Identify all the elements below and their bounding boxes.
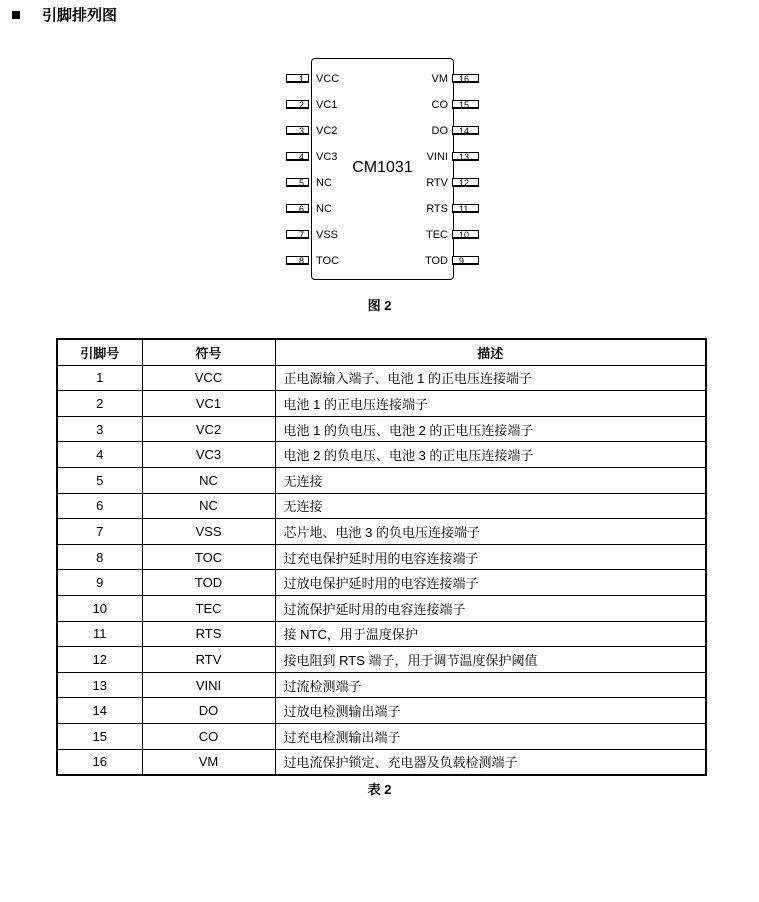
pin-label: TEC (426, 229, 448, 241)
pin-number: 3 (286, 126, 309, 135)
description-cell: 正电源输入端子、电池 1 的正电压连接端子 (275, 365, 706, 391)
symbol-cell: RTV (142, 647, 275, 673)
description-cell: 电池 1 的负电压、电池 2 的正电压连接端子 (275, 416, 706, 442)
pin-number-cell: 7 (57, 519, 142, 545)
pin-label: VSS (316, 229, 339, 241)
section-heading (12, 4, 117, 25)
pin-label: RTS (426, 203, 448, 215)
description-cell: 电池 1 的正电压连接端子 (275, 391, 706, 417)
table-row (57, 723, 706, 749)
table-caption: 表 2 (367, 782, 392, 797)
header-description: 描述 (275, 339, 706, 365)
pin-number: 7 (286, 230, 309, 239)
table-row (57, 544, 706, 570)
pin-label: DO (431, 125, 448, 137)
pin-number-cell: 14 (57, 698, 142, 724)
table-row (57, 442, 706, 468)
chip-name: CM1031 (352, 159, 413, 176)
pin-number: 15 (452, 100, 479, 109)
pin-number: 11 (452, 204, 479, 213)
symbol-cell: TOD (142, 570, 275, 596)
description-cell: 过充电保护延时用的电容连接端子 (275, 544, 706, 570)
pin-label: TOD (424, 255, 448, 267)
description-cell: 过充电检测输出端子 (275, 723, 706, 749)
table-row (57, 519, 706, 545)
pin-number: 16 (452, 74, 479, 83)
pin-number: 2 (286, 100, 309, 109)
description-cell: 过流保护延时用的电容连接端子 (275, 595, 706, 621)
pin-number: 14 (452, 126, 479, 135)
pin-number: 12 (452, 178, 479, 187)
symbol-cell: VCC (142, 365, 275, 391)
pin-number-cell: 5 (57, 467, 142, 493)
symbol-cell: VC1 (142, 391, 275, 417)
pin-number-cell: 11 (57, 621, 142, 647)
pin-label: VINI (426, 151, 448, 163)
description-cell: 无连接 (275, 467, 706, 493)
pin-label: NC (316, 203, 332, 215)
description-cell: 过流检测端子 (275, 672, 706, 698)
pin-number-cell: 6 (57, 493, 142, 519)
table-row (57, 595, 706, 621)
pin-number: 8 (286, 256, 309, 265)
pin-label: TOC (316, 255, 340, 267)
table-header-row (57, 339, 706, 365)
symbol-cell: RTS (142, 621, 275, 647)
pin-number: 13 (452, 152, 479, 161)
pin-number: 9 (452, 256, 479, 265)
description-cell: 电池 2 的负电压、电池 3 的正电压连接端子 (275, 442, 706, 468)
table-row (57, 698, 706, 724)
description-cell: 过电流保护锁定、充电器及负载检测端子 (275, 749, 706, 775)
square-bullet-icon (12, 11, 20, 19)
pin-number-cell: 12 (57, 647, 142, 673)
table-row (57, 621, 706, 647)
pin-number: 1 (286, 74, 309, 83)
pin-label: NC (316, 177, 332, 189)
pin-number-cell: 1 (57, 365, 142, 391)
symbol-cell: NC (142, 467, 275, 493)
pin-number: 10 (452, 230, 479, 239)
table-row (57, 493, 706, 519)
symbol-cell: VINI (142, 672, 275, 698)
description-cell: 过放电保护延时用的电容连接端子 (275, 570, 706, 596)
chip-body (311, 58, 454, 280)
symbol-cell: TOC (142, 544, 275, 570)
header-pin-number: 引脚号 (57, 339, 142, 365)
table-row (57, 647, 706, 673)
pin-number-cell: 16 (57, 749, 142, 775)
pin-number: 6 (286, 204, 309, 213)
symbol-cell: VC2 (142, 416, 275, 442)
symbol-cell: TEC (142, 595, 275, 621)
pin-number: 5 (286, 178, 309, 187)
table-row (57, 365, 706, 391)
symbol-cell: NC (142, 493, 275, 519)
symbol-cell: VSS (142, 519, 275, 545)
table-row (57, 749, 706, 775)
table-row (57, 416, 706, 442)
pin-number-cell: 10 (57, 595, 142, 621)
pin-number-cell: 2 (57, 391, 142, 417)
description-cell: 无连接 (275, 493, 706, 519)
symbol-cell: DO (142, 698, 275, 724)
pin-number-cell: 9 (57, 570, 142, 596)
pin-number-cell: 15 (57, 723, 142, 749)
description-cell: 接电阻到 RTS 端子，用于调节温度保护阈值 (275, 647, 706, 673)
table-row (57, 391, 706, 417)
pin-number: 4 (286, 152, 309, 161)
pin-label: CO (431, 99, 448, 111)
pin-label: VC2 (316, 125, 338, 137)
pin-number-cell: 8 (57, 544, 142, 570)
figure-caption: 图 2 (367, 298, 392, 313)
pin-label: RTV (426, 177, 448, 189)
pin-number-cell: 13 (57, 672, 142, 698)
description-cell: 芯片地、电池 3 的负电压连接端子 (275, 519, 706, 545)
table-row (57, 672, 706, 698)
symbol-cell: VM (142, 749, 275, 775)
pin-number-cell: 3 (57, 416, 142, 442)
pin-label: VM (431, 73, 448, 85)
description-cell: 接 NTC，用于温度保护 (275, 621, 706, 647)
symbol-cell: CO (142, 723, 275, 749)
description-cell: 过放电检测输出端子 (275, 698, 706, 724)
pin-label: VC3 (316, 151, 338, 163)
pin-label: VCC (316, 73, 340, 85)
header-symbol: 符号 (142, 339, 275, 365)
table-row (57, 467, 706, 493)
table-row (57, 570, 706, 596)
chip-diagram (280, 58, 490, 283)
pin-number-cell: 4 (57, 442, 142, 468)
pin-description-table (56, 338, 707, 776)
section-title: 引脚排列图 (42, 7, 118, 24)
pin-label: VC1 (316, 99, 338, 111)
symbol-cell: VC3 (142, 442, 275, 468)
